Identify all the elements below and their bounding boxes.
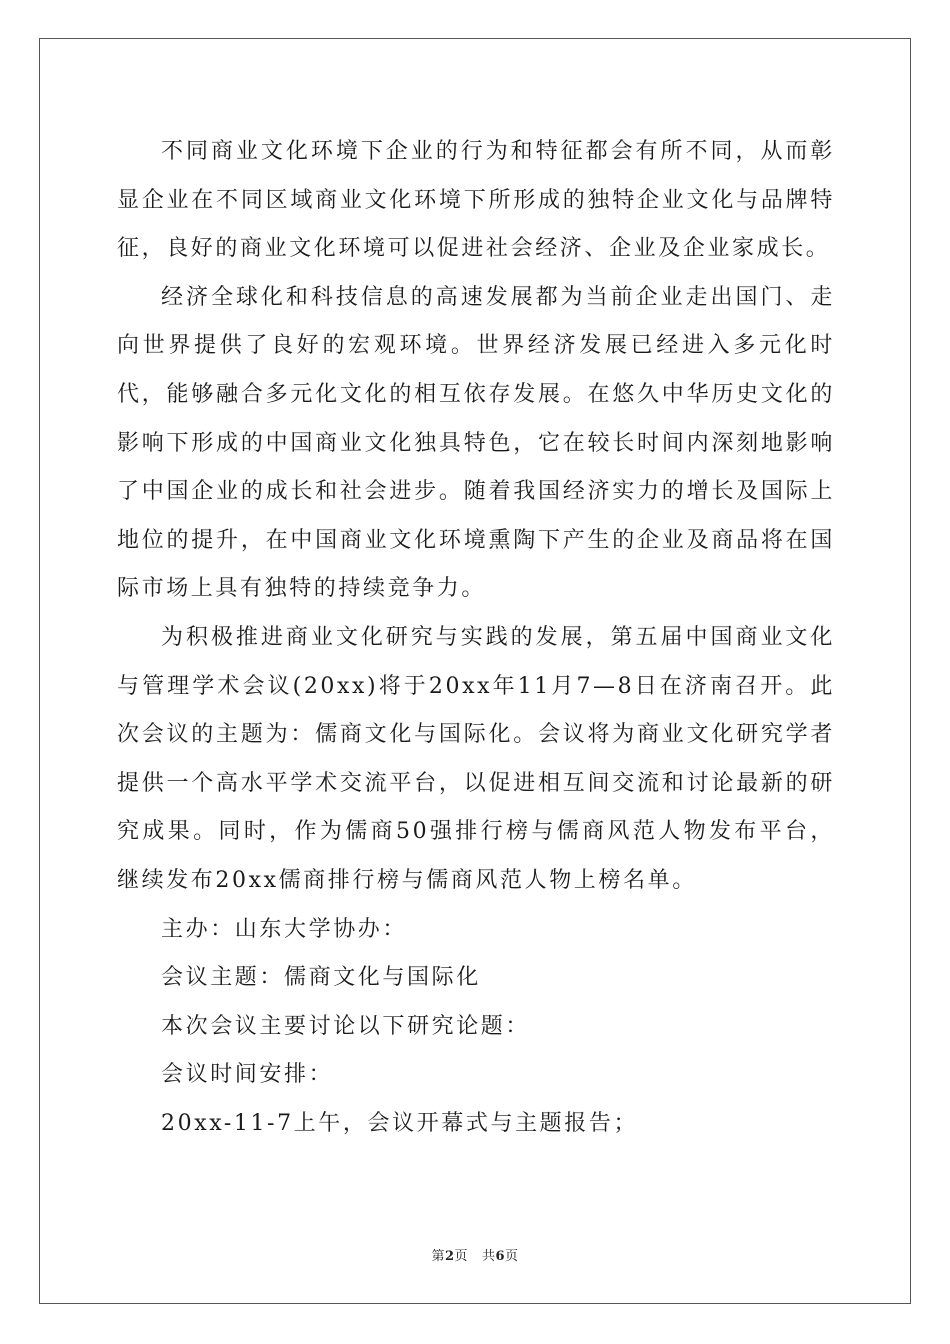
topics-line: 本次会议主要讨论以下研究论题： [161, 1013, 531, 1039]
page-total: 6 [495, 1249, 505, 1264]
page-current: 2 [445, 1249, 455, 1264]
document-body [117, 128, 835, 1148]
paragraph-conference: 为积极推进商业文化研究与实践的发展，第五届中国商业文化与管理学术会议(20xx)将于20xx年11月7—8日在济南召开。此次会议的主题为：儒商文化与国际化。会议将为商业文化研究学者提供一个高水平学术交流平台，以促进相互间交流和讨论最新的研究成果。同时，作为儒商50强排行榜与儒商风范人物发布平台，继续发布20xx儒商排行榜与儒商风范人物上榜名单。 [117, 624, 835, 893]
page-prefix: 第 [431, 1249, 445, 1264]
page-suffix: 页 [505, 1249, 519, 1264]
page-mid: 页 共 [454, 1249, 496, 1264]
theme-line: 会议主题：儒商文化与国际化 [161, 965, 481, 991]
schedule-heading: 会议时间安排： [161, 1062, 334, 1088]
schedule-day1: 20xx-11-7上午，会议开幕式与主题报告； [161, 1110, 639, 1136]
paragraph-globalization: 经济全球化和科技信息的高速发展都为当前企业走出国门、走向世界提供了良好的宏观环境。世界经济发展已经进入多元化时代，能够融合多元化文化的相互依存发展。在悠久中华历史文化的影响下形成的中国商业文化独具特色，它在较长时间内深刻地影响了中国企业的成长和社会进步。随着我国经济实力的增长及国际上地位的提升，在中国商业文化环境熏陶下产生的企业及商品将在国际市场上具有独特的持续竞争力。 [117, 284, 835, 602]
host-line: 主办：山东大学协办： [161, 916, 408, 942]
paragraph-business-culture: 不同商业文化环境下企业的行为和特征都会有所不同，从而彰显企业在不同区域商业文化环境下所形成的独特企业文化与品牌特征，良好的商业文化环境可以促进社会经济、企业及企业家成长。 [117, 139, 835, 262]
page-footer [0, 1245, 950, 1264]
